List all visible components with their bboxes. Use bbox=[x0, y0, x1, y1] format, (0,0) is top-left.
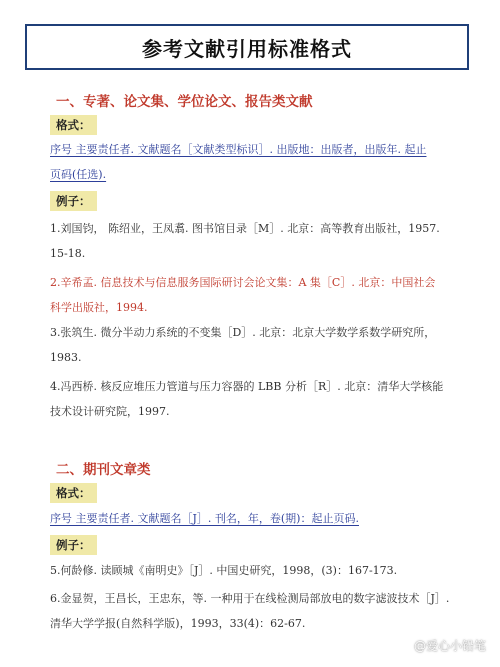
example-5-line1: 5.何龄修. 读顾城《南明史》［J］. 中国史研究，1998，(3)：167-173. bbox=[50, 564, 398, 577]
section1-format-line2: 页码(任选). bbox=[50, 168, 107, 181]
section2-format-line1: 序号 主要责任者. 文献题名［J］. 刊名，年，卷(期)：起止页码. bbox=[50, 512, 359, 525]
example-3-line1: 3.张筑生. 微分半动力系统的不变集［D］. 北京：北京大学数学系数学研究所， bbox=[50, 326, 436, 339]
example-1-line2: 15-18. bbox=[50, 247, 86, 260]
section1-heading: 一、专著、论文集、学位论文、报告类文献 bbox=[56, 94, 313, 110]
example-4-line1: 4.冯西桥. 核反应堆压力管道与压力容器的 LBB 分析［R］. 北京：清华大学核能 bbox=[50, 380, 444, 393]
example-6-line1: 6.金显贺，王昌长，王忠东，等. 一种用于在线检测局部放电的数字滤波技术［J］. bbox=[50, 592, 450, 605]
example-4-line2: 技术设计研究院，1997. bbox=[50, 405, 170, 418]
section2-heading: 二、期刊文章类 bbox=[56, 462, 151, 478]
section1-format-label: 格式： bbox=[50, 115, 97, 135]
example-1-line1: 1.刘国钧， 陈绍业，王凤翥. 图书馆目录［M］. 北京：高等教育出版社，1957. bbox=[50, 222, 440, 235]
page-title: 参考文献引用标准格式 bbox=[142, 36, 352, 61]
section1-example-label: 例子： bbox=[50, 191, 97, 211]
example-2-line1: 2.辛希孟. 信息技术与信息服务国际研讨会论文集：A 集［C］. 北京：中国社会 bbox=[50, 276, 436, 289]
example-2-line2: 科学出版社，1994. bbox=[50, 301, 148, 314]
example-6-line2: 清华大学学报(自然科学版)，1993，33(4)：62-67. bbox=[50, 617, 306, 630]
section2-format-label: 格式： bbox=[50, 483, 97, 503]
watermark: @爱心小铅笔 bbox=[413, 639, 486, 653]
example-3-line2: 1983. bbox=[50, 351, 82, 364]
section1-format-line1: 序号 主要责任者. 文献题名［文献类型标识］. 出版地：出版者，出版年. 起止 bbox=[50, 143, 427, 156]
title-box bbox=[25, 24, 469, 70]
section2-example-label: 例子： bbox=[50, 535, 97, 555]
